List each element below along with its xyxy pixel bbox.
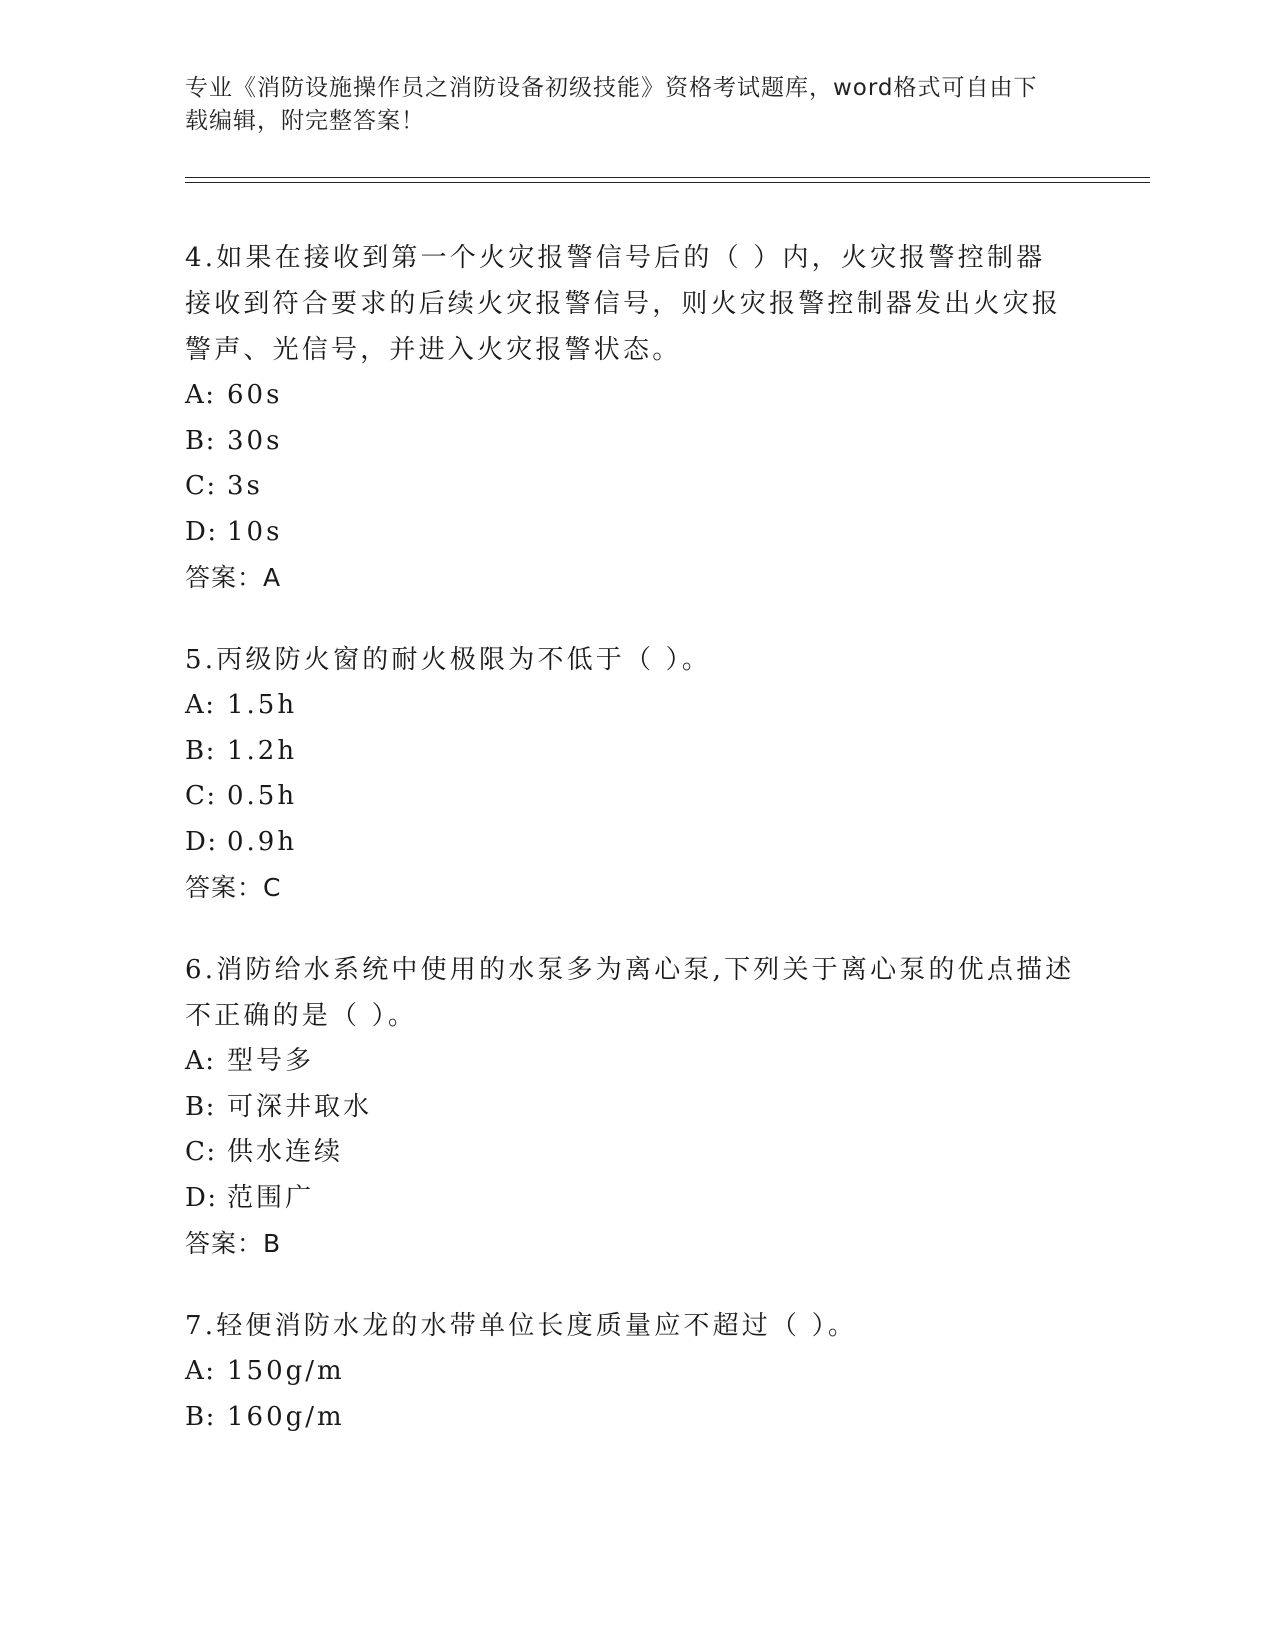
option-letter: A:	[185, 690, 216, 720]
option-letter: C:	[185, 1137, 217, 1167]
question-list	[185, 235, 1085, 1477]
option-d	[185, 1176, 1085, 1222]
option-letter: D:	[185, 826, 218, 857]
option-text: 1.2h	[227, 735, 298, 766]
option-a	[185, 1039, 1085, 1085]
option-text: 1.5h	[227, 690, 298, 720]
option-text: 10s	[227, 516, 283, 547]
option-text: 范围广	[227, 1182, 315, 1213]
question-stem	[185, 947, 1085, 1039]
option-d	[185, 820, 1085, 866]
option-letter: B:	[185, 1091, 216, 1122]
header-line-2: 载编辑，附完整答案！	[185, 108, 425, 134]
question-stem	[185, 235, 1085, 373]
question-6	[185, 947, 1085, 1266]
stem-line: 接收到符合要求的后续火灾报警信号，则火灾报警控制器发出火灾报	[185, 289, 1062, 319]
question-4	[185, 235, 1085, 600]
option-text: 可深井取水	[227, 1091, 373, 1122]
option-b	[185, 1395, 1085, 1441]
header-divider-top	[185, 177, 1150, 178]
option-letter: A:	[185, 1356, 216, 1386]
option-text: 60s	[227, 380, 283, 410]
option-text: 160g/m	[227, 1401, 345, 1432]
option-b	[185, 729, 1085, 775]
stem-line: 警声、光信号，并进入火灾报警状态。	[185, 335, 682, 365]
option-a	[185, 373, 1085, 419]
option-a	[185, 1349, 1085, 1395]
stem-line: 7.轻便消防水龙的水带单位长度质量应不超过（ ）。	[185, 1311, 858, 1341]
option-letter: A:	[185, 1046, 216, 1076]
header-line-1: 专业《消防设施操作员之消防设备初级技能》资格考试题库，word格式可自由下	[185, 75, 1038, 101]
option-text: 0.5h	[227, 781, 298, 811]
document-header	[185, 72, 1085, 138]
option-text: 30s	[227, 425, 283, 456]
option-letter: C:	[185, 471, 217, 501]
header-divider-bottom	[185, 182, 1150, 183]
option-text: 0.9h	[227, 826, 298, 857]
option-b	[185, 1085, 1085, 1131]
question-stem	[185, 637, 1085, 683]
answer-line: 答案：B	[185, 1229, 282, 1258]
option-text: 供水连续	[227, 1137, 344, 1167]
option-b	[185, 419, 1085, 465]
option-text: 型号多	[227, 1046, 315, 1076]
stem-line: 5.丙级防火窗的耐火极限为不低于（ ）。	[185, 645, 712, 675]
option-a	[185, 683, 1085, 729]
option-c	[185, 464, 1085, 510]
answer-line: 答案：C	[185, 873, 282, 902]
option-letter: C:	[185, 781, 217, 811]
question-stem	[185, 1303, 1085, 1349]
option-c	[185, 774, 1085, 820]
answer-line: 答案：A	[185, 563, 282, 592]
option-d	[185, 510, 1085, 556]
option-letter: B:	[185, 1401, 216, 1432]
option-text: 150g/m	[227, 1356, 345, 1386]
stem-line: 6.消防给水系统中使用的水泵多为离心泵,下列关于离心泵的优点描述	[185, 955, 1075, 985]
stem-line: 4.如果在接收到第一个火灾报警信号后的（ ）内，火灾报警控制器	[185, 243, 1046, 273]
option-letter: D:	[185, 516, 218, 547]
question-5	[185, 637, 1085, 910]
option-letter: B:	[185, 425, 216, 456]
option-c	[185, 1130, 1085, 1176]
option-text: 3s	[227, 471, 263, 501]
stem-line: 不正确的是（ ）。	[185, 1001, 418, 1031]
option-letter: A:	[185, 380, 216, 410]
option-letter: D:	[185, 1182, 218, 1213]
option-letter: B:	[185, 735, 216, 766]
question-7	[185, 1303, 1085, 1440]
